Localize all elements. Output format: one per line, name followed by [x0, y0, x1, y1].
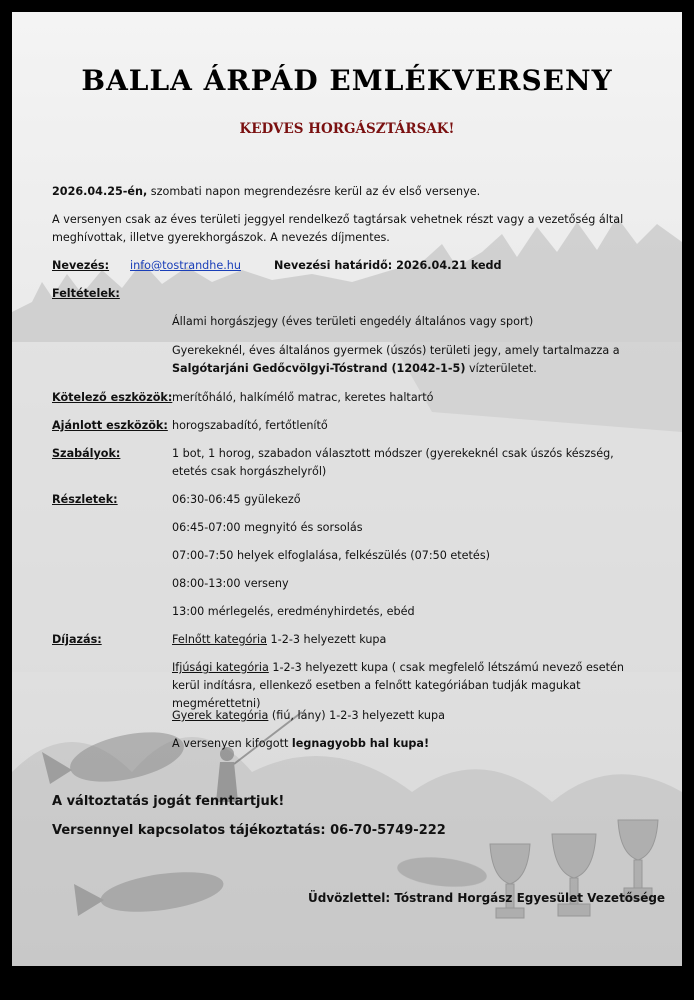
reszletek-item: 13:00 mérlegelés, eredményhirdetés, ebéd — [172, 605, 415, 618]
nevezes-label: Nevezés: — [52, 259, 110, 272]
feltetelek-item-2-post: vízterületet. — [465, 362, 537, 375]
nevezes-email-link[interactable]: info@tostrandhe.hu — [130, 259, 241, 272]
ajanlott-label: Ajánlott eszközök: — [52, 419, 168, 432]
feltetelek-item-2 — [172, 342, 642, 378]
page-title: BALLA ÁRPÁD EMLÉKVERSENY — [81, 64, 613, 97]
kotelezo-value: merítőháló, halkímélő matrac, keretes haltartó — [172, 391, 434, 404]
ajanlott-value: horogszabadító, fertőtlenítő — [172, 419, 328, 432]
feltetelek-item-1: Állami horgászjegy (éves területi engedély általános vagy sport) — [172, 315, 534, 328]
flyer-page — [12, 12, 682, 966]
kotelezo-label: Kötelező eszközök: — [52, 391, 173, 404]
dijazas-label: Díjazás: — [52, 633, 102, 646]
dijazas-gyerek — [172, 707, 642, 725]
feltetelek-label: Feltételek: — [52, 287, 120, 300]
dijazas-biggest-fish — [172, 735, 642, 753]
reszletek-item: 08:00-13:00 verseny — [172, 577, 289, 590]
dijazas-gyerek-category: Gyerek kategória — [172, 709, 269, 722]
intro-paragraph: A versenyen csak az éves területi jeggyel rendelkező tagtársak vehetnek részt vagy a vezetőség által meghívottak, illetve gyerekhorgászok. A nevezés díjmentes. — [52, 213, 624, 244]
flyer-content — [12, 12, 682, 966]
dijazas-ifjusagi — [172, 659, 642, 713]
signature: Üdvözlettel: Tóstrand Horgász Egyesület Vezetősége — [308, 891, 666, 905]
contact-info: Versennyel kapcsolatos tájékoztatás: 06-70-5749-222 — [52, 823, 446, 838]
szabalyok-label: Szabályok: — [52, 447, 121, 460]
dijazas-big-pre: A versenyen kifogott — [172, 737, 292, 750]
reszletek-item: 06:45-07:00 megnyitó és sorsolás — [172, 521, 363, 534]
feltetelek-item-2-bold: Salgótarjáni Gedőcvölgyi-Tóstrand (12042-1-5) — [172, 362, 466, 375]
dijazas-big-bold: legnagyobb hal kupa! — [291, 737, 430, 750]
page-subtitle: KEDVES HORGÁSZTÁRSAK! — [239, 121, 455, 137]
intro-date: 2026.04.25-én, — [52, 185, 148, 198]
dijazas-felnott-category: Felnőtt kategória — [172, 633, 267, 646]
dijazas-ifjusagi-rest: 1-2-3 helyezett kupa ( csak megfelelő létszámú nevező esetén kerül indításra, ellenkező esetben a felnőtt kategóriában tudják magukat megmérettetni) — [172, 661, 624, 710]
intro-date-rest: szombati napon megrendezésre kerül az év első versenye. — [147, 185, 481, 198]
dijazas-gyerek-rest: (fiú, lány) 1-2-3 helyezett kupa — [268, 709, 445, 722]
dijazas-felnott-rest: 1-2-3 helyezett kupa — [267, 633, 387, 646]
change-notice: A változtatás jogát fenntartjuk! — [52, 794, 285, 809]
dijazas-felnott — [172, 631, 642, 649]
szabalyok-value: 1 bot, 1 horog, szabadon választott módszer (gyerekeknél csak úszós készség, etetés csak horgászhelyről) — [172, 447, 614, 478]
reszletek-label: Részletek: — [52, 493, 118, 506]
nevezes-deadline: Nevezési határidő: 2026.04.21 kedd — [274, 259, 502, 272]
dijazas-ifjusagi-category: Ifjúsági kategória — [172, 661, 269, 674]
reszletek-item: 07:00-7:50 helyek elfoglalása, felkészülés (07:50 etetés) — [172, 549, 491, 562]
reszletek-item: 06:30-06:45 gyülekező — [172, 493, 301, 506]
feltetelek-item-2-pre: Gyerekeknél, éves általános gyermek (úszós) területi jegy, amely tartalmazza a — [172, 344, 620, 357]
intro-date-line — [52, 183, 652, 201]
